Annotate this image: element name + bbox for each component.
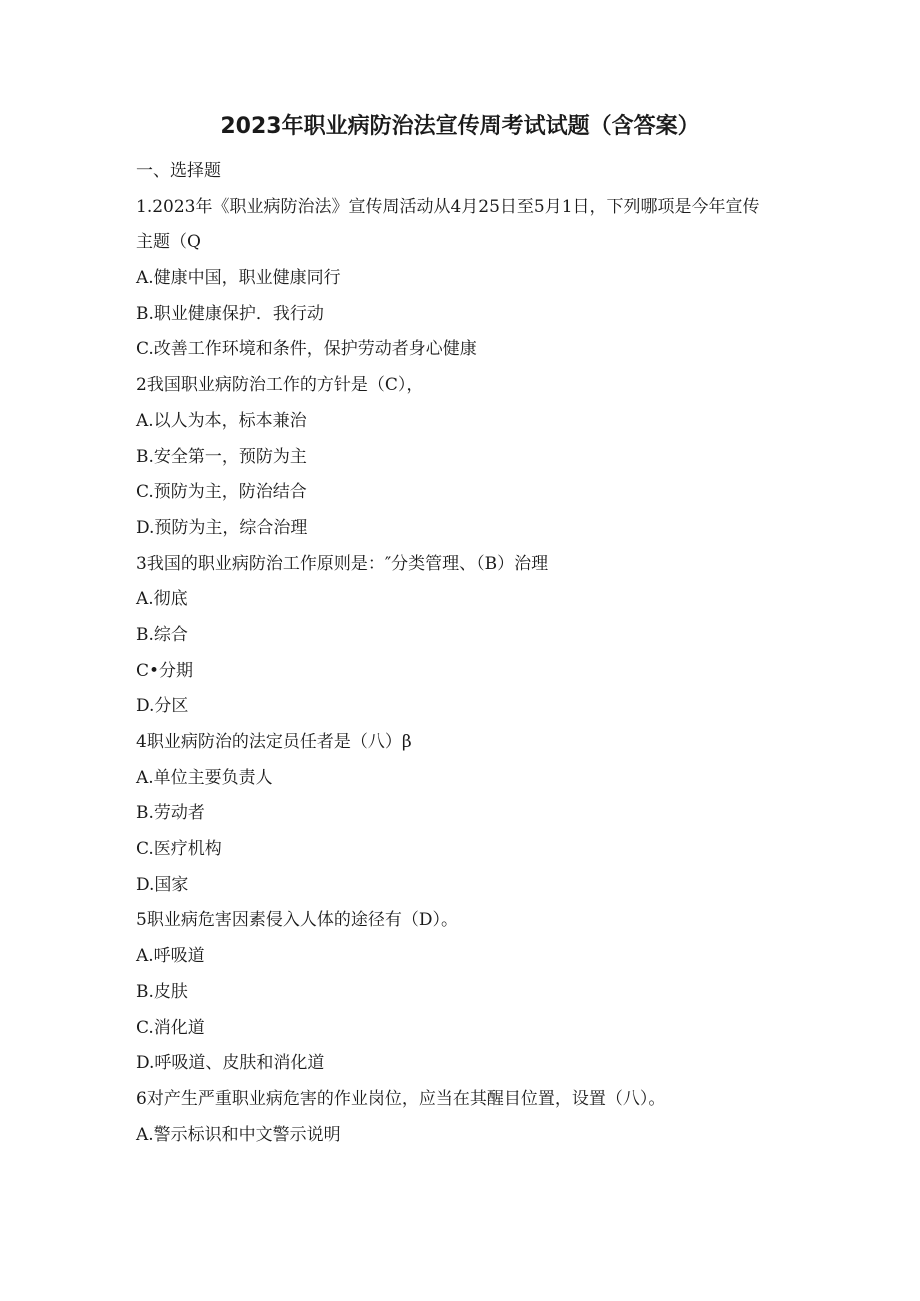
question-5-stem: 5职业病危害因素侵入人体的途径有（D）。	[136, 910, 458, 931]
question-1-option-a: A.健康中国，职业健康同行	[136, 268, 341, 289]
question-1-option-b: B.职业健康保护．我行动	[136, 303, 324, 324]
question-3-option-d: D.分区	[136, 696, 189, 717]
question-3-option-a: A.彻底	[136, 589, 188, 610]
section-heading: 一、选择题	[136, 161, 221, 181]
question-3-option-c: C•分期	[136, 660, 194, 681]
question-2-stem: 2我国职业病防治工作的方针是（C），	[136, 375, 424, 396]
question-5-option-b: B.皮肤	[136, 981, 188, 1002]
question-4-option-a: A.单位主要负责人	[136, 767, 273, 788]
question-4-option-d: D.国家	[136, 874, 189, 895]
question-1-option-c: C.改善工作环境和条件，保护劳动者身心健康	[136, 339, 477, 360]
question-2-option-b: B.安全第一，预防为主	[136, 446, 307, 467]
question-5-option-d: D.呼吸道、皮肤和消化道	[136, 1053, 325, 1074]
question-5-option-a: A.呼吸道	[136, 946, 205, 967]
document-body	[136, 154, 796, 1153]
question-5-option-c: C.消化道	[136, 1017, 205, 1038]
question-4-stem: 4职业病防治的法定员任者是（八）β	[136, 732, 412, 752]
question-1-stem-continued: 主题（Q	[136, 232, 201, 253]
question-2-option-d: D.预防为主，综合治理	[136, 517, 308, 538]
question-2-option-a: A.以人为本，标本兼治	[136, 410, 307, 431]
question-4-option-c: C.医疗机构	[136, 839, 222, 860]
question-3-stem: 3我国的职业病防治工作原则是：″分类管理、（B）治理	[136, 553, 549, 574]
question-3-option-b: B.综合	[136, 624, 188, 645]
question-1-stem: 1.2023年《职业病防治法》宣传周活动从4月25日至5月1日，下列哪项是今年宣传	[136, 196, 760, 217]
question-6-option-a: A.警示标识和中文警示说明	[136, 1124, 341, 1145]
question-2-option-c: C.预防为主，防治结合	[136, 482, 307, 503]
question-6-stem: 6对产生严重职业病危害的作业岗位，应当在其醒目位置，设置（八）。	[136, 1088, 666, 1109]
question-4-option-b: B.劳动者	[136, 803, 205, 824]
document-title: 2023年职业病防治法宣传周考试试题（含答案）	[220, 114, 700, 139]
